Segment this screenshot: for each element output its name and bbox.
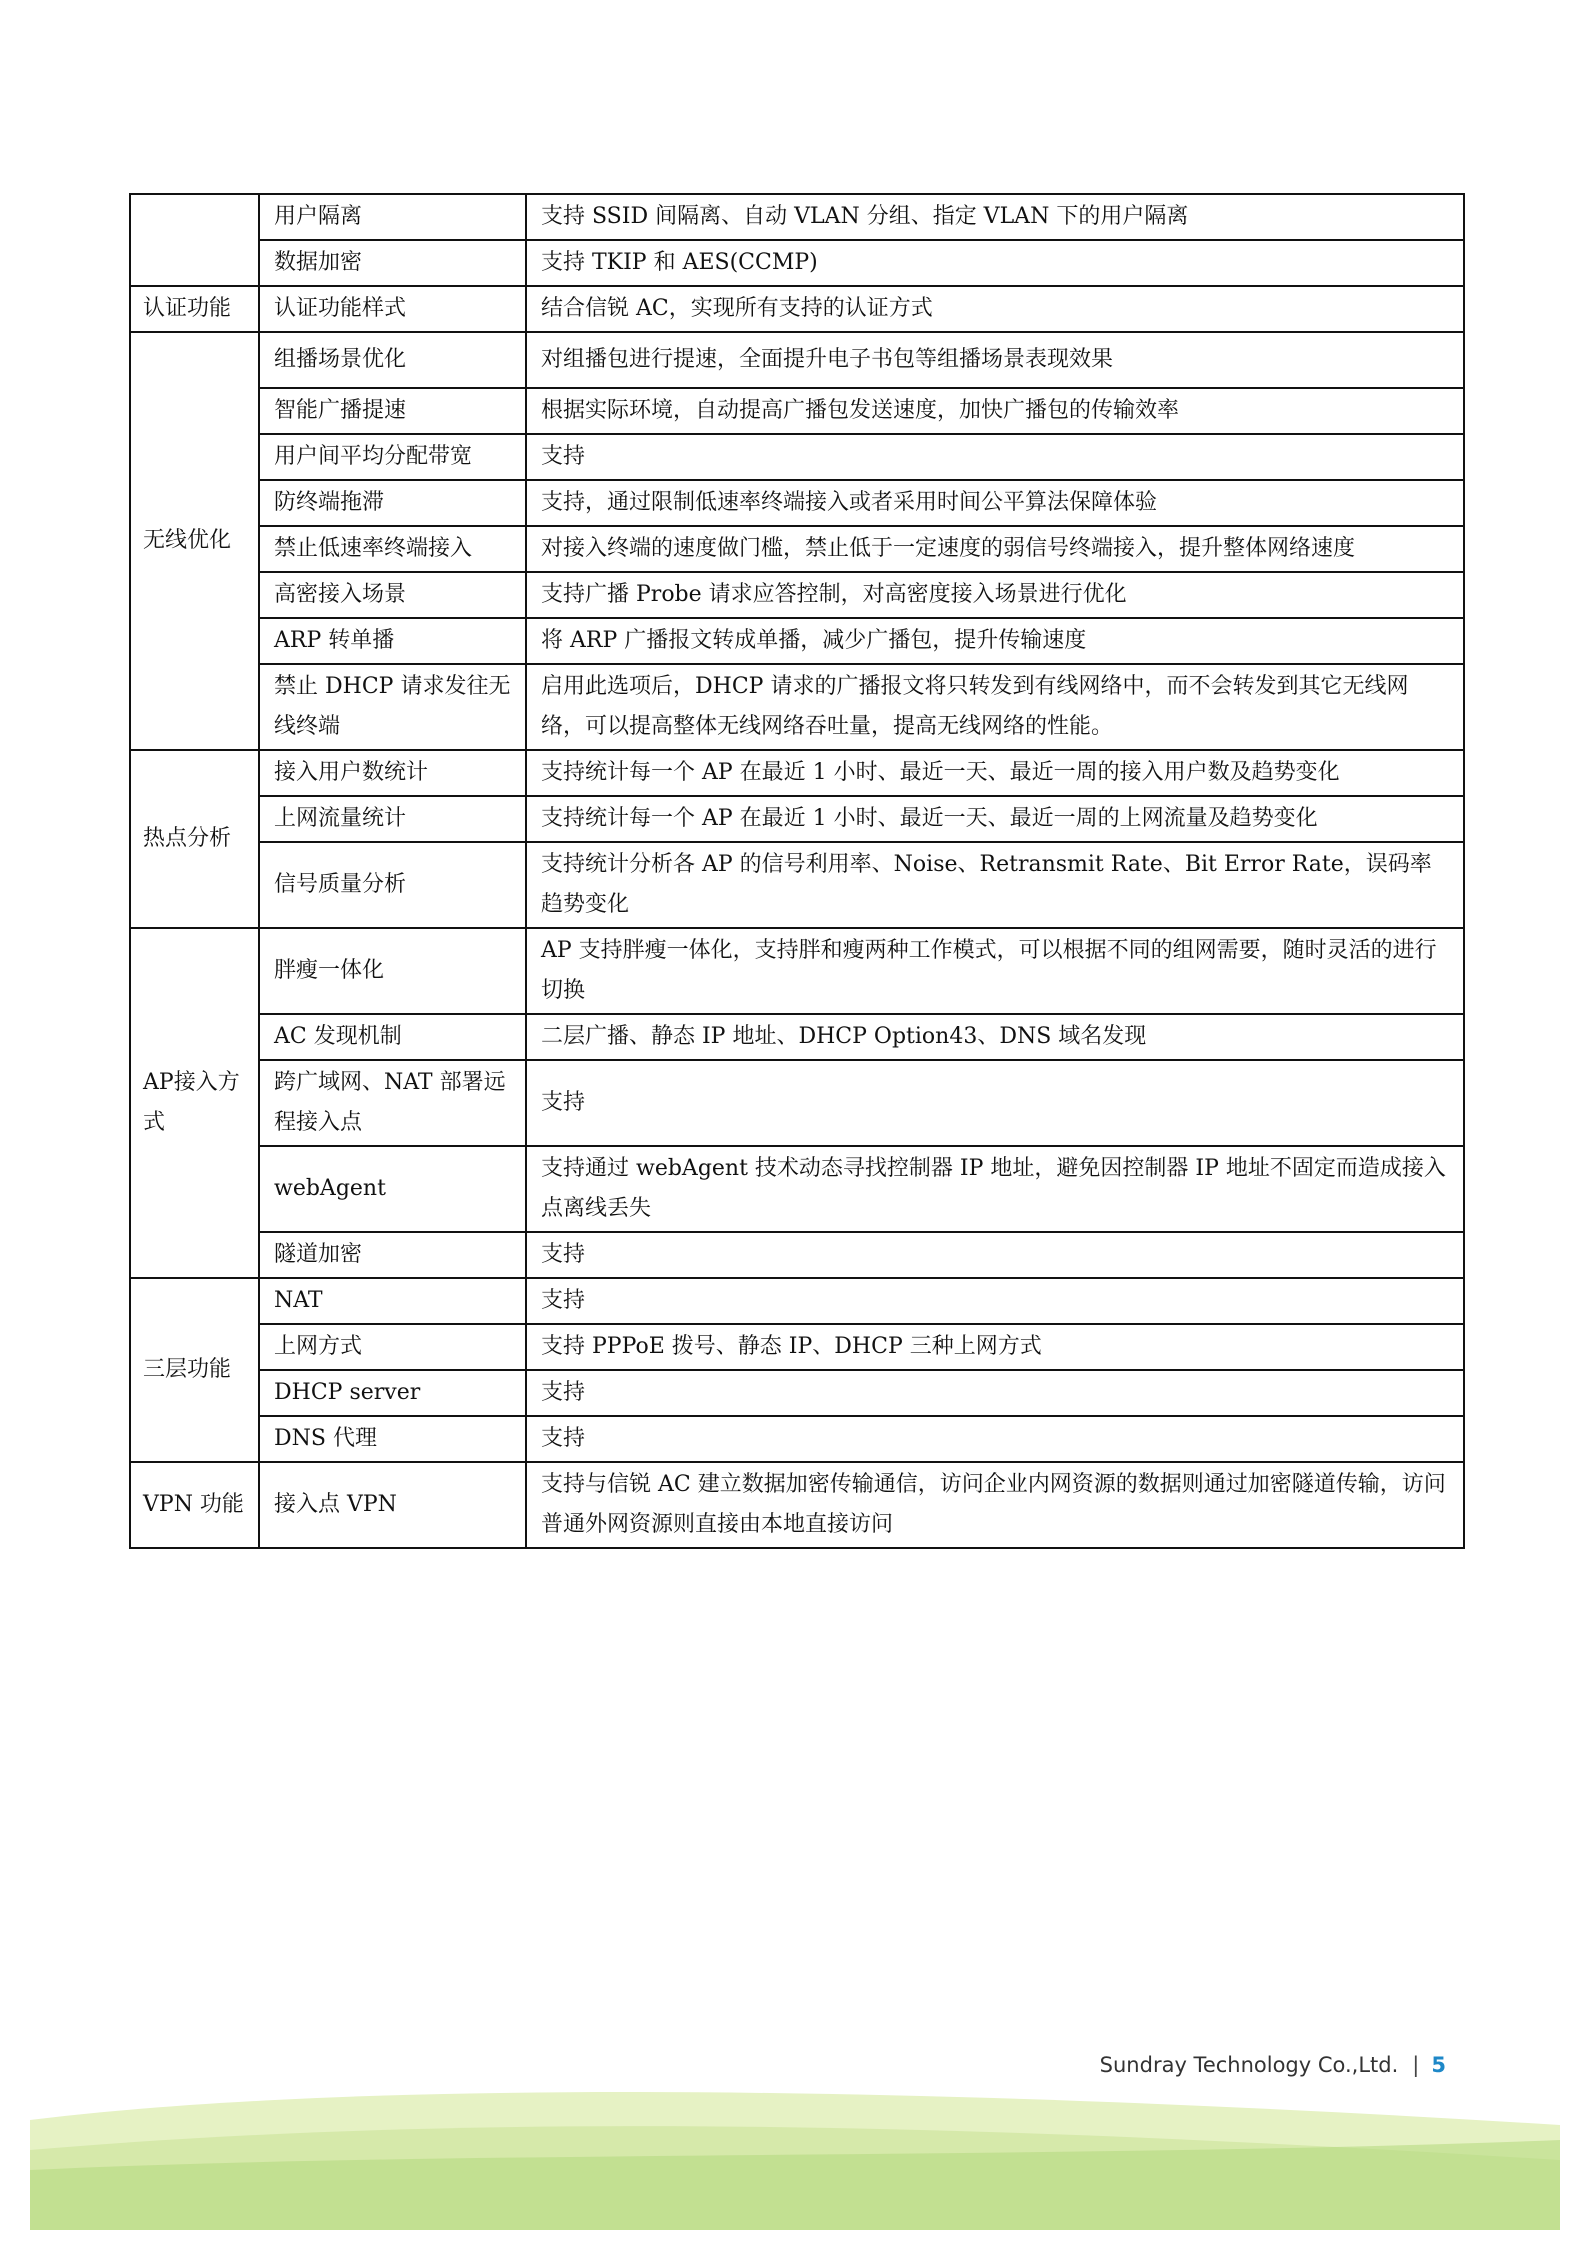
wave-base xyxy=(0,2230,1586,2245)
feature-cell: 认证功能样式 xyxy=(259,286,526,332)
description-cell: 对接入终端的速度做门槛，禁止低于一定速度的弱信号终端接入，提升整体网络速度 xyxy=(526,526,1464,572)
table-row xyxy=(130,842,1464,928)
table-row xyxy=(130,434,1464,480)
footer-wave-decoration xyxy=(0,2080,1586,2245)
category-cell: 热点分析 xyxy=(130,750,259,928)
table-row xyxy=(130,1278,1464,1324)
description-cell: 支持统计每一个 AP 在最近 1 小时、最近一天、最近一周的上网流量及趋势变化 xyxy=(526,796,1464,842)
description-cell: 支持 xyxy=(526,1416,1464,1462)
description-cell: 根据实际环境，自动提高广播包发送速度，加快广播包的传输效率 xyxy=(526,388,1464,434)
category-cell: 三层功能 xyxy=(130,1278,259,1462)
table-row xyxy=(130,526,1464,572)
footer-company: Sundray Technology Co.,Ltd. xyxy=(1099,2053,1399,2077)
feature-cell: 禁止 DHCP 请求发往无线终端 xyxy=(259,664,526,750)
category-cell: 无线优化 xyxy=(130,332,259,750)
description-cell: 支持 xyxy=(526,434,1464,480)
description-cell: 支持 xyxy=(526,1370,1464,1416)
table-row xyxy=(130,480,1464,526)
table-row xyxy=(130,194,1464,240)
description-cell: 支持 xyxy=(526,1060,1464,1146)
table-row xyxy=(130,618,1464,664)
table-row xyxy=(130,1146,1464,1232)
table-row xyxy=(130,1370,1464,1416)
feature-cell: 胖瘦一体化 xyxy=(259,928,526,1014)
description-cell: 结合信锐 AC，实现所有支持的认证方式 xyxy=(526,286,1464,332)
description-cell: 支持 xyxy=(526,1278,1464,1324)
feature-cell: 智能广播提速 xyxy=(259,388,526,434)
feature-cell: AC 发现机制 xyxy=(259,1014,526,1060)
feature-cell: 高密接入场景 xyxy=(259,572,526,618)
feature-cell: 禁止低速率终端接入 xyxy=(259,526,526,572)
feature-cell: DNS 代理 xyxy=(259,1416,526,1462)
category-cell: 认证功能 xyxy=(130,286,259,332)
page-number: 5 xyxy=(1431,2053,1446,2077)
table-row xyxy=(130,750,1464,796)
description-cell: 启用此选项后，DHCP 请求的广播报文将只转发到有线网络中，而不会转发到其它无线网络，可以提高整体无线网络吞吐量，提高无线网络的性能。 xyxy=(526,664,1464,750)
table-row xyxy=(130,928,1464,1014)
category-cell: VPN 功能 xyxy=(130,1462,259,1548)
category-cell xyxy=(130,194,259,286)
table-row xyxy=(130,286,1464,332)
spec-table-body xyxy=(130,194,1464,1548)
description-cell: 支持 PPPoE 拨号、静态 IP、DHCP 三种上网方式 xyxy=(526,1324,1464,1370)
description-cell: 支持与信锐 AC 建立数据加密传输通信，访问企业内网资源的数据则通过加密隧道传输，访问普通外网资源则直接由本地直接访问 xyxy=(526,1462,1464,1548)
feature-cell: 接入点 VPN xyxy=(259,1462,526,1548)
table-row xyxy=(130,240,1464,286)
description-cell: 支持统计分析各 AP 的信号利用率、Noise、Retransmit Rate、Bit Error Rate，误码率趋势变化 xyxy=(526,842,1464,928)
table-row xyxy=(130,1462,1464,1548)
description-cell: 支持通过 webAgent 技术动态寻找控制器 IP 地址，避免因控制器 IP 地址不固定而造成接入点离线丢失 xyxy=(526,1146,1464,1232)
feature-cell: 用户间平均分配带宽 xyxy=(259,434,526,480)
spec-table xyxy=(129,193,1465,1549)
table-row xyxy=(130,332,1464,388)
table-row xyxy=(130,1060,1464,1146)
table-row xyxy=(130,1232,1464,1278)
feature-cell: 组播场景优化 xyxy=(259,332,526,388)
feature-cell: 上网流量统计 xyxy=(259,796,526,842)
description-cell: AP 支持胖瘦一体化，支持胖和瘦两种工作模式，可以根据不同的组网需要，随时灵活的进行切换 xyxy=(526,928,1464,1014)
feature-cell: ARP 转单播 xyxy=(259,618,526,664)
feature-cell: 接入用户数统计 xyxy=(259,750,526,796)
description-cell: 支持统计每一个 AP 在最近 1 小时、最近一天、最近一周的接入用户数及趋势变化 xyxy=(526,750,1464,796)
feature-cell: webAgent xyxy=(259,1146,526,1232)
table-row xyxy=(130,1014,1464,1060)
feature-cell: DHCP server xyxy=(259,1370,526,1416)
description-cell: 对组播包进行提速，全面提升电子书包等组播场景表现效果 xyxy=(526,332,1464,388)
category-cell: AP接入方式 xyxy=(130,928,259,1278)
description-cell: 支持 SSID 间隔离、自动 VLAN 分组、指定 VLAN 下的用户隔离 xyxy=(526,194,1464,240)
table-row xyxy=(130,664,1464,750)
description-cell: 支持广播 Probe 请求应答控制，对高密度接入场景进行优化 xyxy=(526,572,1464,618)
description-cell: 支持 xyxy=(526,1232,1464,1278)
table-row xyxy=(130,1416,1464,1462)
table-row xyxy=(130,796,1464,842)
table-row xyxy=(130,572,1464,618)
description-cell: 二层广播、静态 IP 地址、DHCP Option43、DNS 域名发现 xyxy=(526,1014,1464,1060)
feature-cell: 防终端拖滞 xyxy=(259,480,526,526)
description-cell: 支持 TKIP 和 AES(CCMP) xyxy=(526,240,1464,286)
feature-cell: 数据加密 xyxy=(259,240,526,286)
feature-cell: 上网方式 xyxy=(259,1324,526,1370)
description-cell: 将 ARP 广播报文转成单播，减少广播包，提升传输速度 xyxy=(526,618,1464,664)
feature-cell: 用户隔离 xyxy=(259,194,526,240)
feature-cell: 信号质量分析 xyxy=(259,842,526,928)
feature-cell: 跨广域网、NAT 部署远程接入点 xyxy=(259,1060,526,1146)
description-cell: 支持，通过限制低速率终端接入或者采用时间公平算法保障体验 xyxy=(526,480,1464,526)
table-row xyxy=(130,388,1464,434)
page-footer xyxy=(1100,2053,1446,2077)
footer-separator: | xyxy=(1412,2053,1420,2077)
feature-cell: 隧道加密 xyxy=(259,1232,526,1278)
feature-cell: NAT xyxy=(259,1278,526,1324)
table-row xyxy=(130,1324,1464,1370)
